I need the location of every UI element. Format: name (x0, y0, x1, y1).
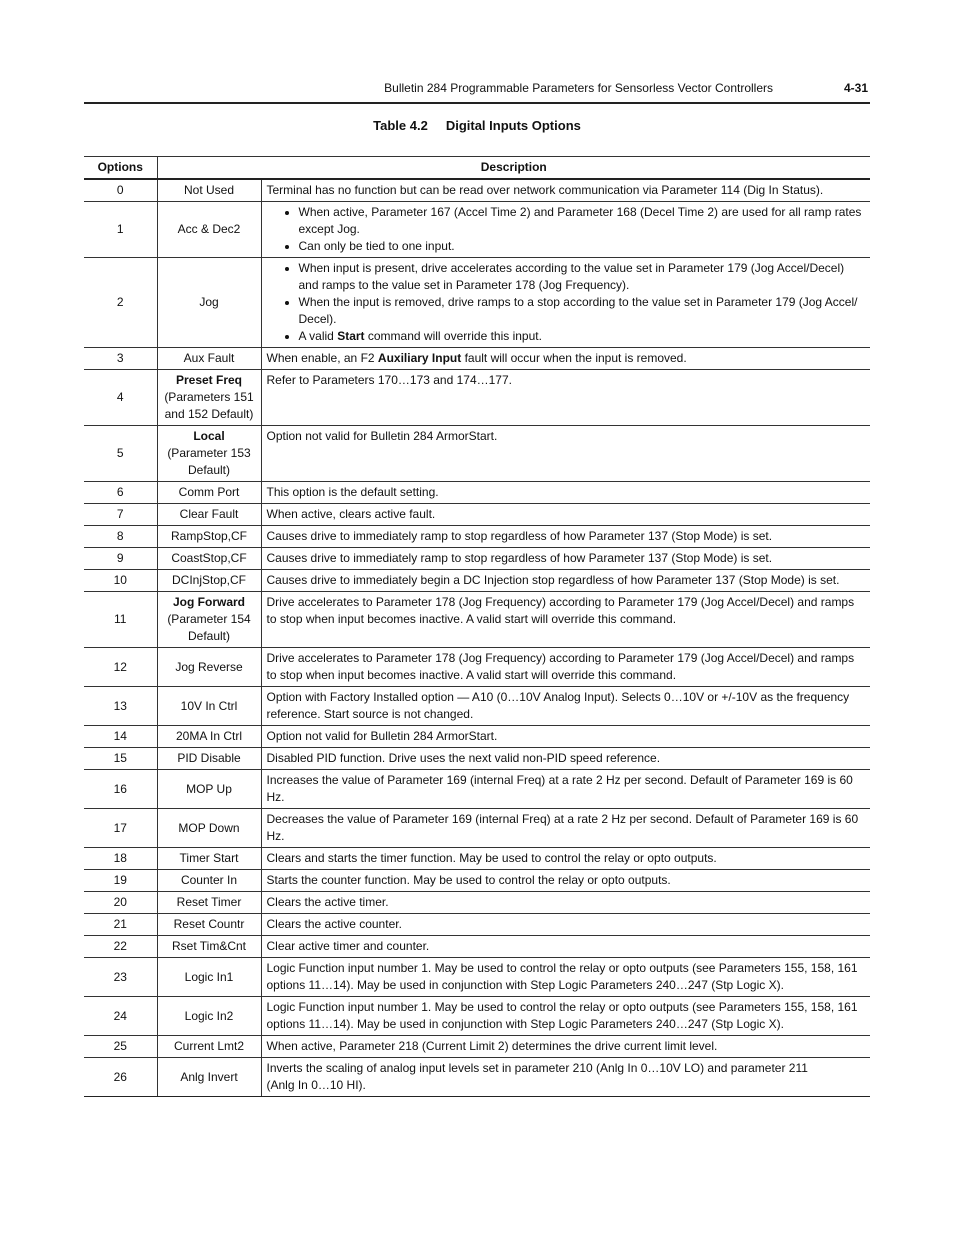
table-row (84, 592, 870, 648)
header-options: Options (84, 157, 157, 180)
table-row (84, 504, 870, 526)
option-name-note: (Parameter 153 Default) (167, 446, 251, 477)
option-name-bold: Jog Forward (172, 595, 245, 609)
running-header: Bulletin 284 Programmable Parameters for Sensorless Vector Controllers (384, 81, 773, 95)
bullet-list (267, 204, 866, 255)
option-description (261, 202, 870, 258)
option-number: 9 (84, 548, 157, 570)
option-number: 13 (84, 687, 157, 726)
option-number: 23 (84, 958, 157, 997)
option-description: Logic Function input number 1. May be used to control the relay or opto outputs (see Parameters 155, 158, 161 options 11…14). May be used in conjunction with Step Logic Parameters 240…247 (Stp Logic X). (261, 958, 870, 997)
option-number: 12 (84, 648, 157, 687)
table-row (84, 726, 870, 748)
option-description: Clears the active counter. (261, 914, 870, 936)
option-name: 20MA In Ctrl (157, 726, 261, 748)
option-description (261, 348, 870, 370)
option-name: MOP Down (157, 809, 261, 848)
option-name: Aux Fault (157, 348, 261, 370)
table-row (84, 179, 870, 202)
option-description: Logic Function input number 1. May be used to control the relay or opto outputs (see Parameters 155, 158, 161 options 11…14). May be used in conjunction with Step Logic Parameters 240…247 (Stp Logic X). (261, 997, 870, 1036)
table-title: Digital Inputs Options (445, 118, 581, 133)
text-span: A valid (298, 329, 338, 343)
option-number: 17 (84, 809, 157, 848)
option-number: 22 (84, 936, 157, 958)
option-name: Current Lmt2 (157, 1036, 261, 1058)
option-number: 18 (84, 848, 157, 870)
option-description: When active, clears active fault. (261, 504, 870, 526)
option-number: 6 (84, 482, 157, 504)
table-row (84, 370, 870, 426)
header-rule (84, 102, 870, 104)
option-number: 25 (84, 1036, 157, 1058)
option-description: Terminal has no function but can be read over network communication via Parameter 114 (Dig In Status). (261, 179, 870, 202)
table-row (84, 1036, 870, 1058)
option-name: 10V In Ctrl (157, 687, 261, 726)
option-name: DCInjStop,CF (157, 570, 261, 592)
option-number: 11 (84, 592, 157, 648)
option-number: 19 (84, 870, 157, 892)
option-description: When active, Parameter 218 (Current Limit 2) determines the drive current limit level. (261, 1036, 870, 1058)
option-description: Increases the value of Parameter 169 (internal Freq) at a rate 2 Hz per second. Default of Parameter 169 is 60 Hz. (261, 770, 870, 809)
option-description: Causes drive to immediately ramp to stop regardless of how Parameter 137 (Stop Mode) is set. (261, 548, 870, 570)
option-name: Logic In2 (157, 997, 261, 1036)
option-name: Rset Tim&Cnt (157, 936, 261, 958)
table-row (84, 687, 870, 726)
option-name: Jog Reverse (157, 648, 261, 687)
table-row (84, 936, 870, 958)
table-caption (0, 118, 954, 133)
table-row (84, 348, 870, 370)
option-description: Option with Factory Installed option — A10 (0…10V Analog Input). Selects 0…10V or +/-10V as the frequency reference. Start source is not changed. (261, 687, 870, 726)
table-row (84, 958, 870, 997)
table-row (84, 648, 870, 687)
bullet-item (299, 328, 866, 345)
option-name: Reset Countr (157, 914, 261, 936)
option-description: Refer to Parameters 170…173 and 174…177. (261, 370, 870, 426)
option-name-note: (Parameters 151 and 152 Default) (164, 390, 254, 421)
option-name: Acc & Dec2 (157, 202, 261, 258)
table-row (84, 482, 870, 504)
option-description: Decreases the value of Parameter 169 (internal Freq) at a rate 2 Hz per second. Default of Parameter 169 is 60 Hz. (261, 809, 870, 848)
option-number: 1 (84, 202, 157, 258)
digital-inputs-table (84, 156, 870, 1097)
table-row (84, 914, 870, 936)
option-name (157, 370, 261, 426)
option-description: Disabled PID function. Drive uses the next valid non-PID speed reference. (261, 748, 870, 770)
option-name: RampStop,CF (157, 526, 261, 548)
option-number: 0 (84, 179, 157, 202)
option-name-bold: Preset Freq (175, 373, 243, 387)
option-description (261, 1058, 870, 1097)
table-row (84, 548, 870, 570)
bullet-item: • When active, Parameter 167 (Accel Time 2) and Parameter 168 (Decel Time 2) are used for all ramp rates except Jog. (299, 204, 866, 238)
table-row (84, 202, 870, 258)
table-row (84, 526, 870, 548)
bullet-item: • When input is present, drive accelerates according to the value set in Parameter 179 (Jog Accel/Decel) and ramps to the value set in Parameter 178 (Jog Frequency). (299, 260, 866, 294)
option-number: 21 (84, 914, 157, 936)
option-description: Clear active timer and counter. (261, 936, 870, 958)
option-description: Drive accelerates to Parameter 178 (Jog Frequency) according to Parameter 179 (Jog Accel/Decel) and ramps to stop when input becomes inactive. A valid start will override this command. (261, 648, 870, 687)
header-description: Description (157, 157, 870, 180)
option-description: Causes drive to immediately ramp to stop regardless of how Parameter 137 (Stop Mode) is set. (261, 526, 870, 548)
text-span: (Anlg In 0…10 HI). (266, 1078, 366, 1092)
option-description: Option not valid for Bulletin 284 ArmorStart. (261, 426, 870, 482)
text-span: command will override this input. (364, 329, 542, 343)
option-number: 2 (84, 258, 157, 348)
option-name: Jog (157, 258, 261, 348)
table-row (84, 809, 870, 848)
bold-term: Auxiliary Input (377, 351, 462, 365)
table-row (84, 770, 870, 809)
option-number: 14 (84, 726, 157, 748)
option-name: Logic In1 (157, 958, 261, 997)
option-name-note: (Parameter 154 Default) (167, 612, 251, 643)
option-description: Drive accelerates to Parameter 178 (Jog Frequency) according to Parameter 179 (Jog Accel/Decel) and ramps to stop when input becomes inactive. A valid start will override this command. (261, 592, 870, 648)
option-name: Anlg Invert (157, 1058, 261, 1097)
option-description: Causes drive to immediately begin a DC Injection stop regardless of how Parameter 137 (Stop Mode) is set. (261, 570, 870, 592)
table-row (84, 892, 870, 914)
text-span: When enable, an F2 (266, 351, 378, 365)
table-row (84, 997, 870, 1036)
table-row (84, 870, 870, 892)
bullet-item: • When the input is removed, drive ramps to a stop according to the value set in Parameter 179 (Jog Accel/ Decel). (299, 294, 866, 328)
option-name: CoastStop,CF (157, 548, 261, 570)
option-name: Clear Fault (157, 504, 261, 526)
table-row (84, 748, 870, 770)
table-row (84, 258, 870, 348)
table-row (84, 570, 870, 592)
table-row (84, 1058, 870, 1097)
option-number: 7 (84, 504, 157, 526)
option-name-bold: Local (193, 429, 225, 443)
option-name (157, 592, 261, 648)
option-description: Clears and starts the timer function. May be used to control the relay or opto outputs. (261, 848, 870, 870)
option-number: 3 (84, 348, 157, 370)
table-header-row (84, 157, 870, 180)
option-number: 10 (84, 570, 157, 592)
option-number: 5 (84, 426, 157, 482)
table-row (84, 426, 870, 482)
page-number: 4-31 (843, 81, 868, 95)
option-name: Counter In (157, 870, 261, 892)
option-name: Comm Port (157, 482, 261, 504)
option-number: 24 (84, 997, 157, 1036)
option-number: 8 (84, 526, 157, 548)
table-row (84, 848, 870, 870)
option-number: 20 (84, 892, 157, 914)
option-description: Starts the counter function. May be used to control the relay or opto outputs. (261, 870, 870, 892)
option-number: 16 (84, 770, 157, 809)
digital-inputs-table-container (84, 156, 870, 1097)
table-number: Table 4.2 (373, 118, 428, 133)
option-name: Not Used (157, 179, 261, 202)
option-number: 15 (84, 748, 157, 770)
option-name (157, 426, 261, 482)
bold-term: Start (337, 329, 365, 343)
option-name: MOP Up (157, 770, 261, 809)
option-description: Option not valid for Bulletin 284 ArmorStart. (261, 726, 870, 748)
option-number: 26 (84, 1058, 157, 1097)
option-number: 4 (84, 370, 157, 426)
option-description: This option is the default setting. (261, 482, 870, 504)
bullet-list (267, 260, 866, 345)
text-span: fault will occur when the input is removed. (461, 351, 687, 365)
option-name: PID Disable (157, 748, 261, 770)
bullet-item: • Can only be tied to one input. (299, 238, 866, 255)
option-description (261, 258, 870, 348)
option-name: Reset Timer (157, 892, 261, 914)
option-name: Timer Start (157, 848, 261, 870)
text-span: Inverts the scaling of analog input levels set in parameter 210 (Anlg In 0…10V LO) and parameter 211 (266, 1061, 808, 1075)
option-description: Clears the active timer. (261, 892, 870, 914)
